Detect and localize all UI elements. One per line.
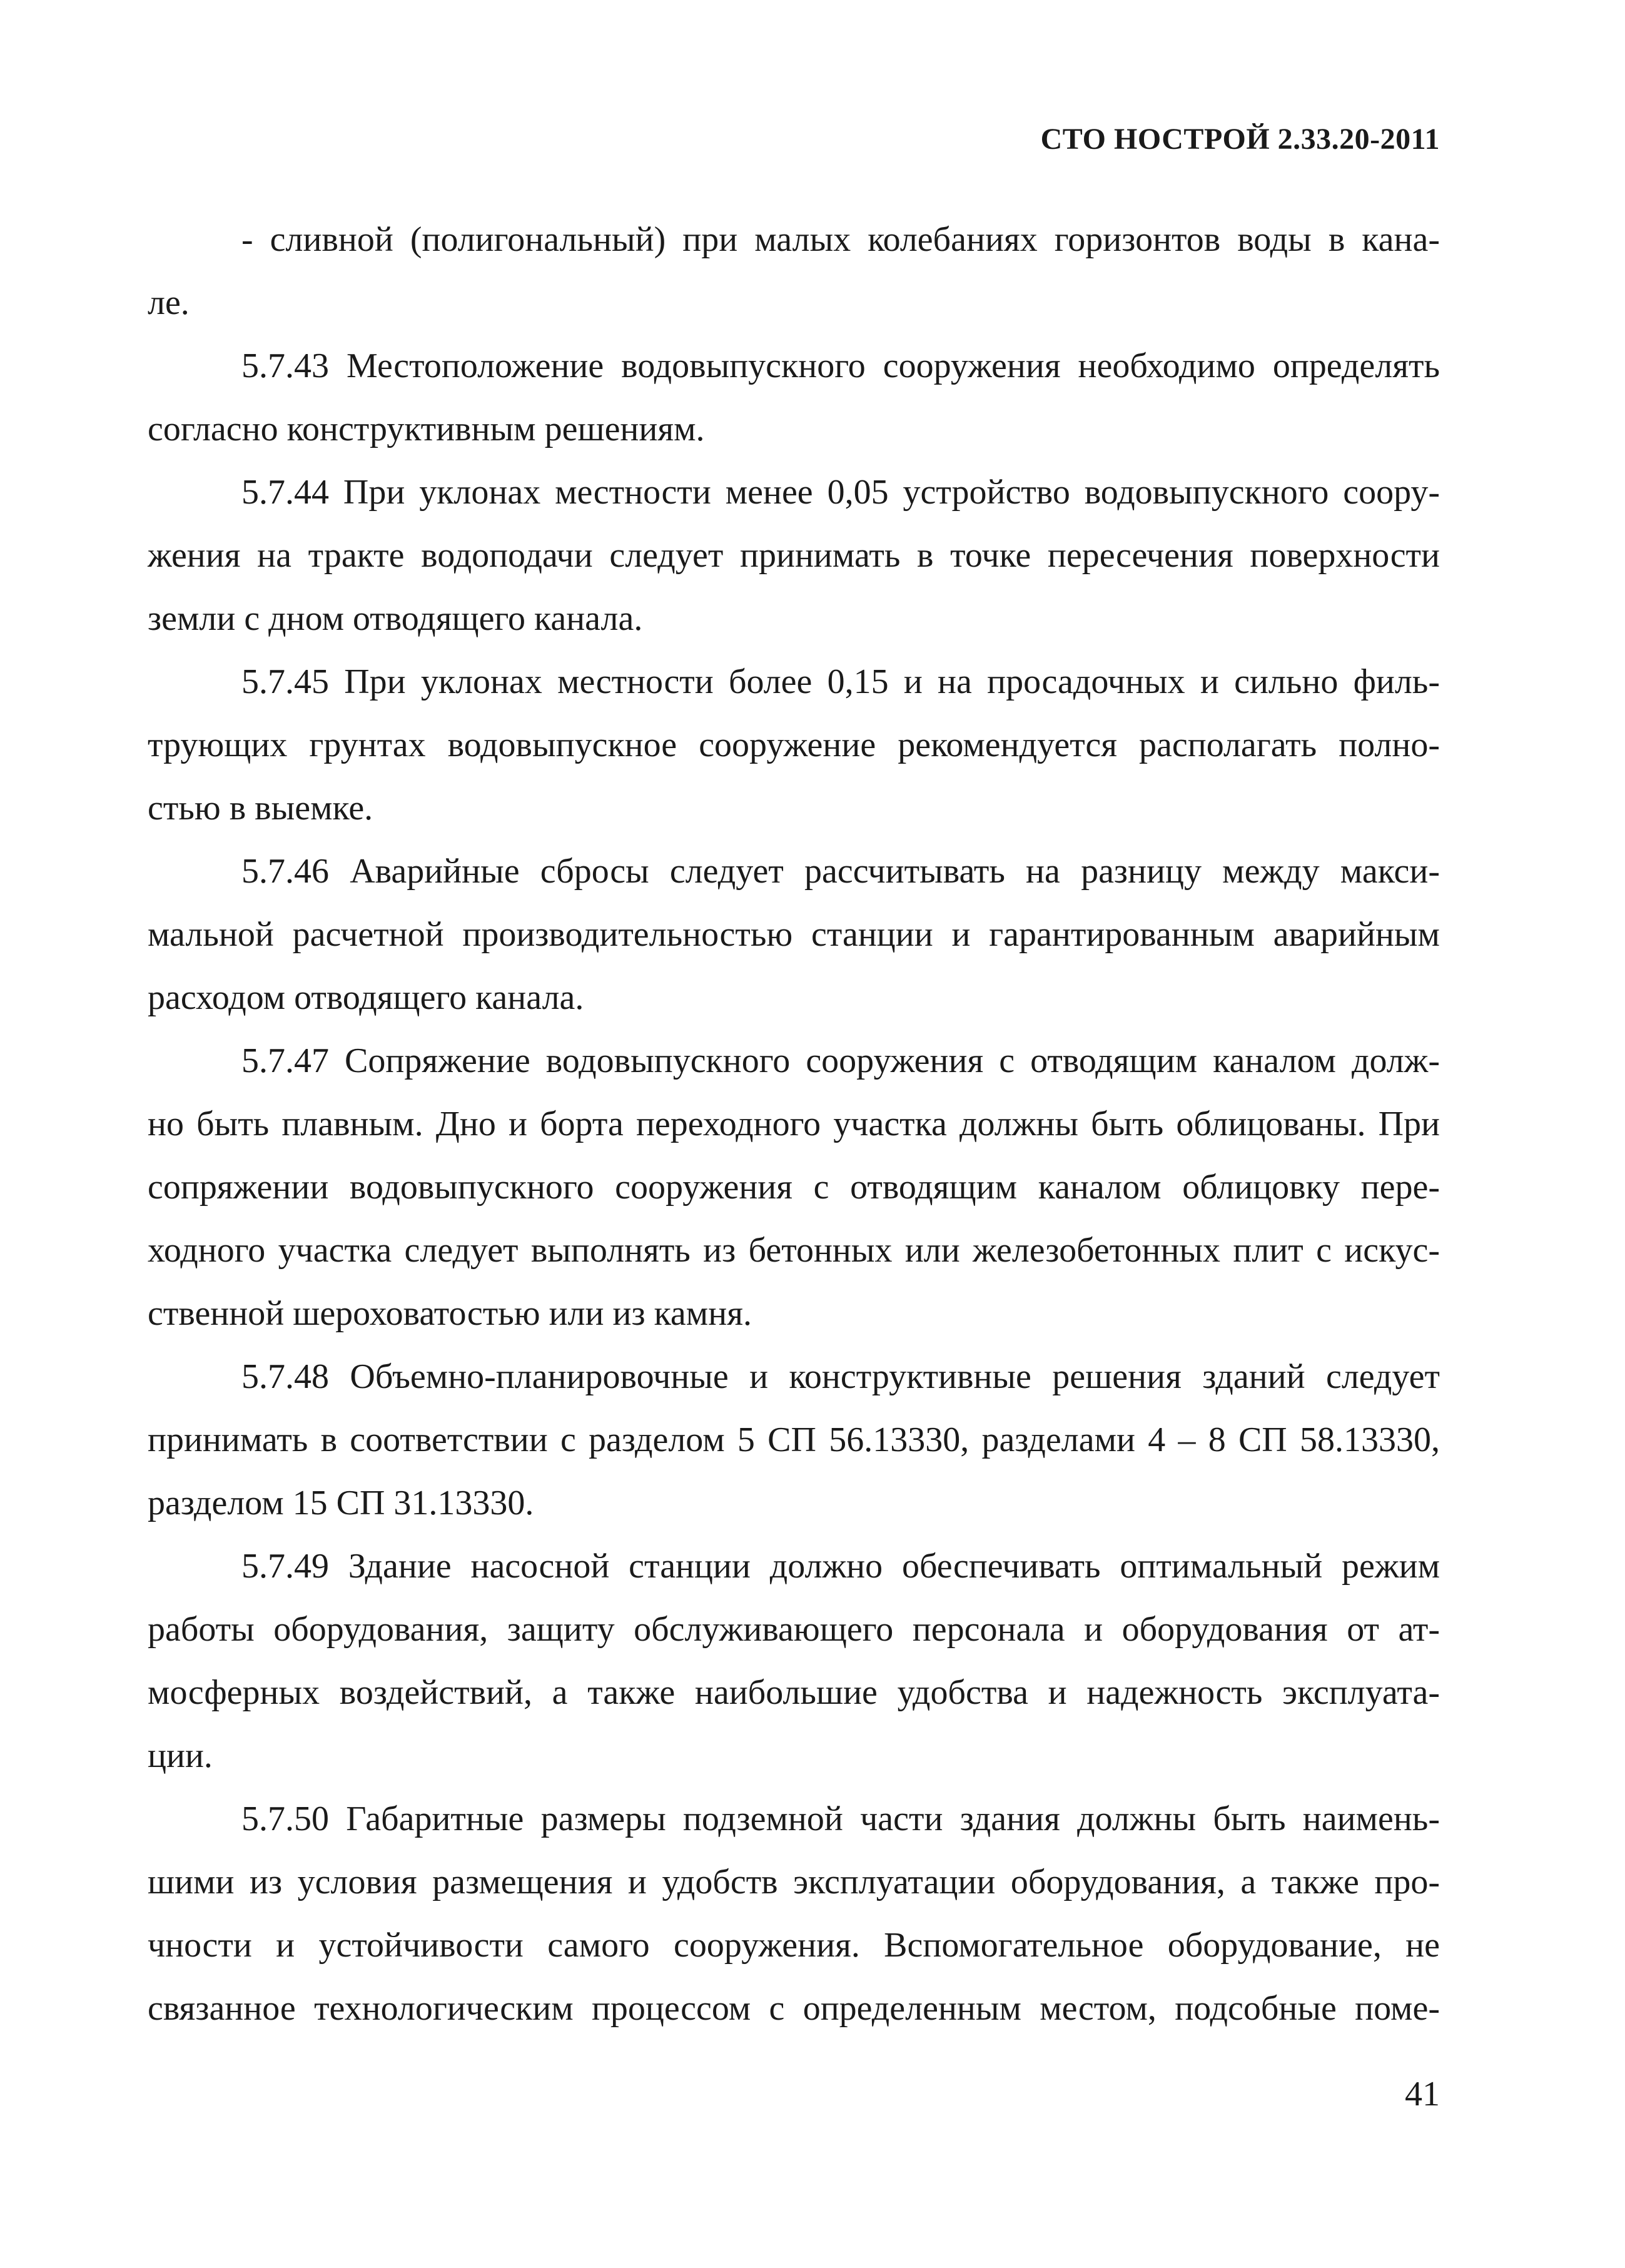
paragraph-line: мальной расчетной производительностью станции и гарантированным аварийным (148, 915, 1440, 954)
paragraph-line: стью в выемке. (148, 789, 373, 828)
paragraph-line: чности и устойчивости самого сооружения. Вспомогательное оборудование, не (148, 1926, 1440, 1965)
paragraph-line: 5.7.44 При уклонах местности менее 0,05 устройство водовыпускного соору- (241, 473, 1440, 512)
paragraph-p5744 (148, 461, 1440, 651)
paragraph-p5748 (148, 1345, 1440, 1535)
paragraph-line: трующих грунтах водовыпускное сооружение рекомендуется располагать полно- (148, 726, 1440, 764)
paragraph-line: - сливной (полигональный) при малых колебаниях горизонтов воды в кана- (241, 220, 1440, 259)
paragraph-p0 (148, 208, 1440, 335)
paragraph-line: 5.7.43 Местоположение водовыпускного сооружения необходимо определять (241, 347, 1440, 385)
paragraph-line: 5.7.47 Сопряжение водовыпускного сооружения с отводящим каналом долж- (241, 1041, 1440, 1080)
document-code-header: СТО НОСТРОЙ 2.33.20-2011 (1040, 123, 1440, 156)
paragraph-line: 5.7.49 Здание насосной станции должно обеспечивать оптимальный режим (241, 1547, 1440, 1586)
paragraph-p5750 (148, 1788, 1440, 2040)
paragraph-line: 5.7.45 При уклонах местности более 0,15 и на просадочных и сильно филь- (241, 662, 1440, 701)
paragraph-line: 5.7.50 Габаритные размеры подземной части здания должны быть наимень- (241, 1800, 1440, 1838)
paragraph-p5746 (148, 840, 1440, 1030)
paragraph-line: ции. (148, 1736, 213, 1775)
paragraph-line: принимать в соответствии с разделом 5 СП 56.13330, разделами 4 – 8 СП 58.13330, (148, 1420, 1440, 1459)
paragraph-line: жения на тракте водоподачи следует принимать в точке пересечения поверхности (148, 536, 1440, 575)
paragraph-line: но быть плавным. Дно и борта переходного участка должны быть облицованы. При (148, 1105, 1440, 1143)
paragraph-p5743 (148, 335, 1440, 461)
paragraph-line: расходом отводящего канала. (148, 978, 584, 1017)
paragraph-line: шими из условия размещения и удобств эксплуатации оборудования, а также про- (148, 1863, 1440, 1901)
paragraph-line: 5.7.46 Аварийные сбросы следует рассчитывать на разницу между макси- (241, 852, 1440, 891)
paragraph-p5745 (148, 651, 1440, 840)
paragraph-p5747 (148, 1030, 1440, 1345)
page-number: 41 (1405, 2075, 1440, 2114)
paragraph-line: 5.7.48 Объемно-планировочные и конструктивные решения зданий следует (241, 1357, 1440, 1396)
paragraph-line: связанное технологическим процессом с определенным местом, подсобные поме- (148, 1989, 1440, 2028)
paragraph-p5749 (148, 1535, 1440, 1788)
paragraph-line: мосферных воздействий, а также наибольшие удобства и надежность эксплуата- (148, 1673, 1440, 1712)
paragraph-line: работы оборудования, защиту обслуживающего персонала и оборудования от ат- (148, 1610, 1440, 1649)
paragraph-line: ходного участка следует выполнять из бетонных или железобетонных плит с искус- (148, 1231, 1440, 1270)
body-text (148, 208, 1440, 2040)
paragraph-line: согласно конструктивным решениям. (148, 410, 705, 448)
paragraph-line: разделом 15 СП 31.13330. (148, 1484, 534, 1522)
paragraph-line: сопряжении водовыпускного сооружения с отводящим каналом облицовку пере- (148, 1168, 1440, 1207)
paragraph-line: ле. (148, 283, 190, 322)
paragraph-line: ственной шероховатостью или из камня. (148, 1294, 752, 1333)
paragraph-line: земли с дном отводящего канала. (148, 599, 643, 638)
